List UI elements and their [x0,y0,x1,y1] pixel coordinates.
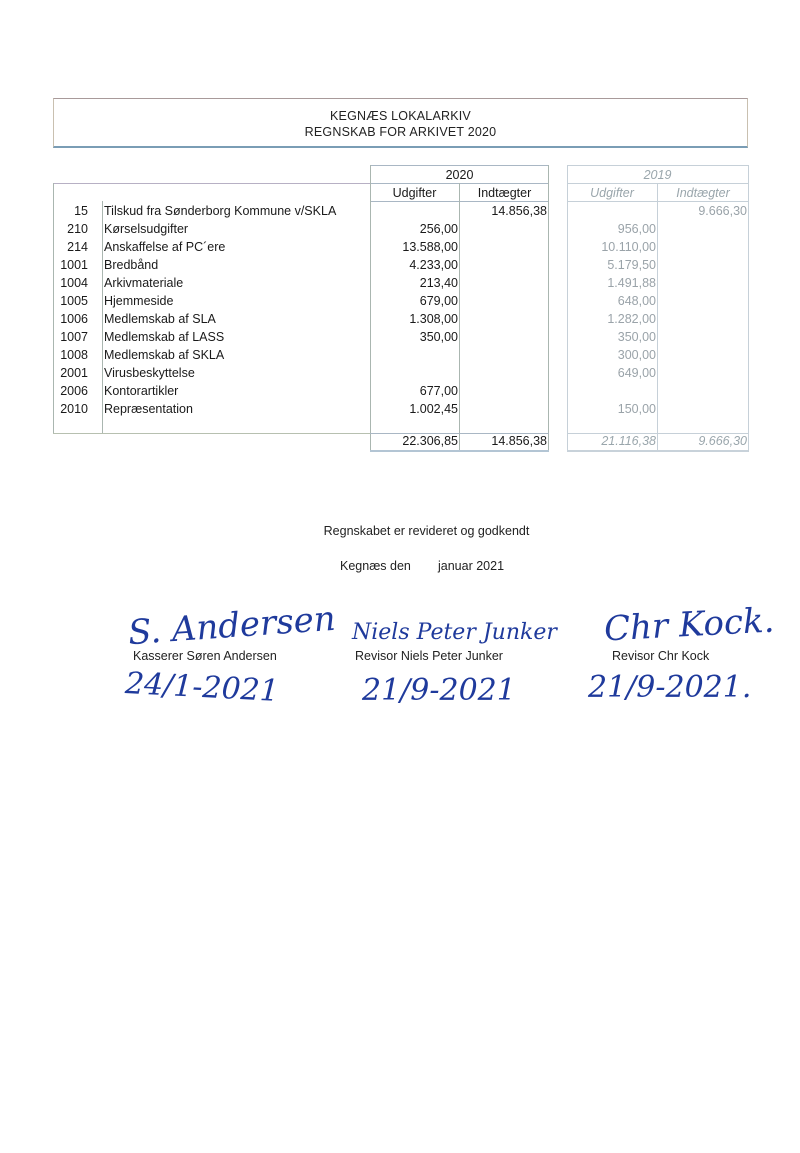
date-label: januar 2021 [438,559,505,573]
date-kock: 21/9-2021. [588,670,752,705]
expenses-2019: 350,00 [617,330,656,344]
account-number: 214 [67,240,88,254]
expenses-2020: 213,40 [419,276,458,290]
report-title-box [53,98,748,148]
expenses-2020: 13.588,00 [402,240,458,254]
expenses-2020: 4.233,00 [409,258,458,272]
account-number: 1007 [60,330,88,344]
expenses-2019: 5.179,50 [607,258,656,272]
account-description: Medlemskab af SLA [104,312,216,326]
rule [370,450,549,452]
approval-statement: Regnskabet er revideret og godkendt [323,524,530,538]
rule [657,183,658,452]
expenses-2019: 649,00 [617,366,656,380]
account-number: 1008 [60,348,88,362]
report-title: REGNSKAB FOR ARKIVET 2020 [304,125,497,139]
income-2019: 9.666,30 [698,204,747,218]
expenses-2019: 648,00 [617,294,656,308]
expenses-header-2020: Udgifter [392,186,437,200]
expenses-2019: 1.282,00 [607,312,656,326]
account-number: 15 [74,204,88,218]
expenses-2019: 150,00 [617,402,656,416]
account-number: 2001 [60,366,88,380]
signature-junker: Niels Peter Junker [352,620,557,645]
account-description: Arkivmateriale [104,276,184,290]
signer-label-kock: Revisor Chr Kock [612,649,710,663]
account-description: Repræsentation [104,402,193,416]
signer-label-junker: Revisor Niels Peter Junker [355,649,503,663]
signature-kock: Chr Kock. [603,600,776,650]
account-description: Hjemmeside [104,294,174,308]
expenses-2019: 1.491,88 [607,276,656,290]
account-description: Medlemskab af LASS [104,330,225,344]
income-header-2019: Indtægter [676,186,730,200]
date-junker: 21/9-2021 [362,673,516,708]
date-andersen: 24/1-2021 [124,665,280,710]
total-expenses-2020: 22.306,85 [402,434,458,448]
account-number: 1006 [60,312,88,326]
account-number: 1004 [60,276,88,290]
total-income-2019: 9.666,30 [698,434,747,448]
rule [459,183,460,452]
total-income-2020: 14.856,38 [491,434,547,448]
expenses-2019: 956,00 [617,222,656,236]
archive-name: KEGNÆS LOKALARKIV [330,109,471,123]
account-number: 2006 [60,384,88,398]
expenses-2019: 300,00 [617,348,656,362]
expenses-2019: 10.110,00 [601,240,656,254]
account-description: Tilskud fra Sønderborg Kommune v/SKLA [104,204,337,218]
account-description: Kørselsudgifter [104,222,189,236]
rule [53,183,370,184]
expenses-2020: 1.308,00 [409,312,458,326]
rule [53,433,370,434]
account-number: 1001 [60,258,88,272]
income-2020: 14.856,38 [491,204,547,218]
account-description: Bredbånd [104,258,159,272]
rule [102,201,103,433]
account-number: 1005 [60,294,88,308]
account-description: Kontorartikler [104,384,179,398]
account-number: 210 [67,222,88,236]
year-2020-header: 2020 [445,168,474,182]
place-label: Kegnæs den [340,559,411,573]
rule [748,165,749,452]
rule [548,165,549,452]
account-description: Anskaffelse af PC´ere [104,240,226,254]
total-expenses-2019: 21.116,38 [601,434,656,448]
rule [567,450,748,452]
year-2019-header: 2019 [643,168,672,182]
income-header-2020: Indtægter [477,186,532,200]
expenses-2020: 350,00 [419,330,458,344]
expenses-header-2019: Udgifter [590,186,634,200]
expenses-2020: 679,00 [419,294,458,308]
account-description: Medlemskab af SKLA [104,348,225,362]
signer-label-andersen: Kasserer Søren Andersen [133,649,277,663]
expenses-2020: 256,00 [419,222,458,236]
signature-andersen: S. Andersen [126,598,337,654]
expenses-2020: 1.002,45 [409,402,458,416]
account-number: 2010 [60,402,88,416]
expenses-2020: 677,00 [419,384,458,398]
account-description: Virusbeskyttelse [104,366,195,380]
